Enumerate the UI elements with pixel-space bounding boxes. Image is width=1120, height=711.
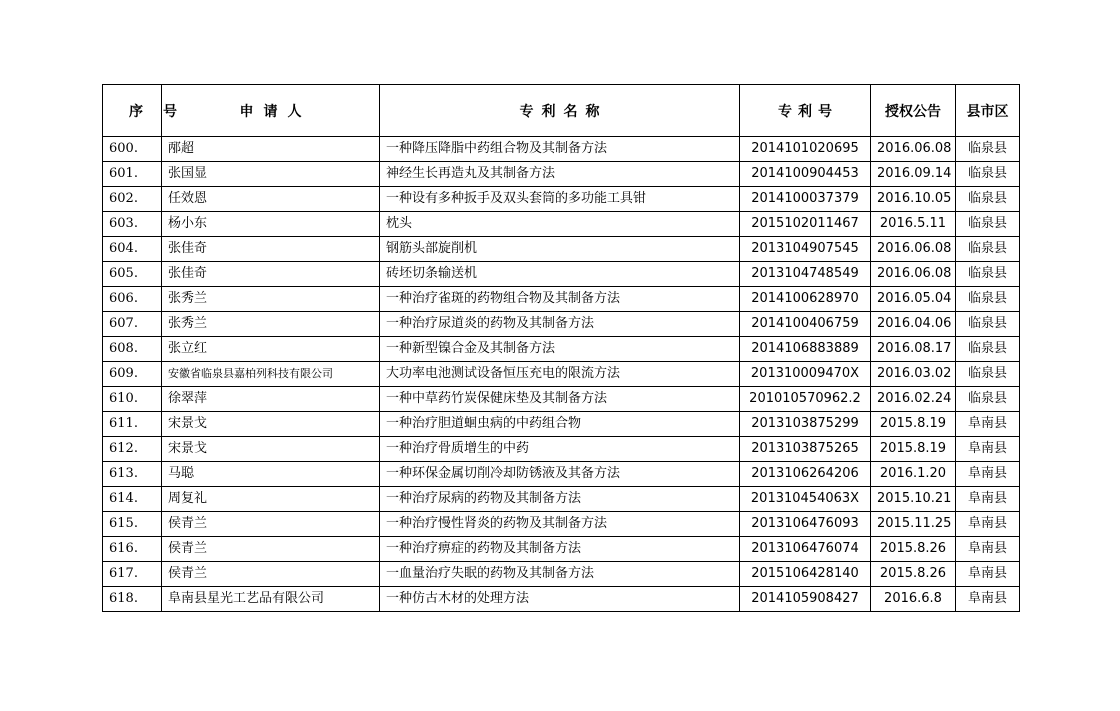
header-row xyxy=(103,85,1020,137)
cell-grant-date: 2016.06.08 xyxy=(871,262,956,287)
cell-seq: 600. xyxy=(103,137,162,162)
cell-county: 阜南县 xyxy=(956,562,1020,587)
cell-seq: 608. xyxy=(103,337,162,362)
cell-patent-no: 2014100037379 xyxy=(740,187,871,212)
table-row xyxy=(103,337,1020,362)
cell-title: 一种治疗胆道蛔虫病的中药组合物 xyxy=(380,412,740,437)
cell-applicant: 任效恩 xyxy=(162,187,380,212)
cell-county: 阜南县 xyxy=(956,412,1020,437)
cell-grant-date: 2015.8.26 xyxy=(871,562,956,587)
table-row xyxy=(103,462,1020,487)
cell-county: 临泉县 xyxy=(956,212,1020,237)
cell-grant-date: 2015.10.21 xyxy=(871,487,956,512)
cell-seq: 603. xyxy=(103,212,162,237)
cell-patent-no: 2013106476074 xyxy=(740,537,871,562)
cell-patent-no: 2014100904453 xyxy=(740,162,871,187)
cell-title: 一种仿古木材的处理方法 xyxy=(380,587,740,612)
cell-grant-date: 2016.03.02 xyxy=(871,362,956,387)
cell-title: 一种新型镍合金及其制备方法 xyxy=(380,337,740,362)
cell-patent-no: 2014100406759 xyxy=(740,312,871,337)
cell-seq: 616. xyxy=(103,537,162,562)
table-row xyxy=(103,162,1020,187)
header-applicant: 申请人 xyxy=(162,85,380,137)
table-header xyxy=(103,85,1020,137)
cell-applicant: 周复礼 xyxy=(162,487,380,512)
cell-patent-no: 2013106264206 xyxy=(740,462,871,487)
header-patent-no: 专利号 xyxy=(740,85,871,137)
cell-title: 一种设有多种扳手及双头套筒的多功能工具钳 xyxy=(380,187,740,212)
cell-county: 阜南县 xyxy=(956,462,1020,487)
cell-title: 神经生长再造丸及其制备方法 xyxy=(380,162,740,187)
cell-county: 阜南县 xyxy=(956,437,1020,462)
table-row xyxy=(103,487,1020,512)
cell-county: 临泉县 xyxy=(956,262,1020,287)
cell-county: 临泉县 xyxy=(956,287,1020,312)
cell-title: 一种降压降脂中药组合物及其制备方法 xyxy=(380,137,740,162)
cell-seq: 609. xyxy=(103,362,162,387)
cell-seq: 610. xyxy=(103,387,162,412)
cell-seq: 602. xyxy=(103,187,162,212)
cell-title: 一种治疗痹症的药物及其制备方法 xyxy=(380,537,740,562)
cell-county: 临泉县 xyxy=(956,387,1020,412)
cell-grant-date: 2016.10.05 xyxy=(871,187,956,212)
cell-applicant: 张佳奇 xyxy=(162,237,380,262)
cell-title: 枕头 xyxy=(380,212,740,237)
table-row xyxy=(103,312,1020,337)
header-county: 县市区 xyxy=(956,85,1020,137)
table-row xyxy=(103,137,1020,162)
header-grant-date: 授权公告 xyxy=(871,85,956,137)
cell-patent-no: 2013106476093 xyxy=(740,512,871,537)
table-row xyxy=(103,412,1020,437)
cell-title: 一种治疗尿道炎的药物及其制备方法 xyxy=(380,312,740,337)
table-row xyxy=(103,537,1020,562)
cell-seq: 615. xyxy=(103,512,162,537)
cell-applicant: 马聪 xyxy=(162,462,380,487)
cell-applicant: 侯青兰 xyxy=(162,537,380,562)
cell-county: 临泉县 xyxy=(956,187,1020,212)
table-row xyxy=(103,187,1020,212)
cell-seq: 606. xyxy=(103,287,162,312)
cell-county: 临泉县 xyxy=(956,237,1020,262)
table-row xyxy=(103,512,1020,537)
table-row xyxy=(103,587,1020,612)
cell-applicant: 杨小东 xyxy=(162,212,380,237)
table-body xyxy=(103,137,1020,612)
cell-seq: 613. xyxy=(103,462,162,487)
cell-grant-date: 2016.1.20 xyxy=(871,462,956,487)
cell-grant-date: 2016.04.06 xyxy=(871,312,956,337)
cell-applicant: 阜南县星光工艺品有限公司 xyxy=(162,587,380,612)
cell-grant-date: 2016.02.24 xyxy=(871,387,956,412)
cell-county: 阜南县 xyxy=(956,537,1020,562)
cell-applicant: 张秀兰 xyxy=(162,312,380,337)
cell-grant-date: 2015.11.25 xyxy=(871,512,956,537)
cell-title: 大功率电池测试设备恒压充电的限流方法 xyxy=(380,362,740,387)
cell-patent-no: 2013104907545 xyxy=(740,237,871,262)
cell-title: 一种治疗慢性肾炎的药物及其制备方法 xyxy=(380,512,740,537)
cell-applicant: 宋景戈 xyxy=(162,412,380,437)
cell-title: 砖坯切条输送机 xyxy=(380,262,740,287)
cell-county: 临泉县 xyxy=(956,362,1020,387)
cell-patent-no: 201310454063X xyxy=(740,487,871,512)
header-seq: 序号 xyxy=(103,85,162,137)
cell-applicant: 徐翠萍 xyxy=(162,387,380,412)
cell-county: 临泉县 xyxy=(956,137,1020,162)
cell-applicant: 侯青兰 xyxy=(162,562,380,587)
cell-patent-no: 2014105908427 xyxy=(740,587,871,612)
cell-grant-date: 2015.8.26 xyxy=(871,537,956,562)
table-row xyxy=(103,387,1020,412)
cell-seq: 618. xyxy=(103,587,162,612)
table-row xyxy=(103,437,1020,462)
cell-title: 一种治疗雀斑的药物组合物及其制备方法 xyxy=(380,287,740,312)
cell-title: 钢筋头部旋削机 xyxy=(380,237,740,262)
cell-county: 阜南县 xyxy=(956,587,1020,612)
cell-county: 临泉县 xyxy=(956,162,1020,187)
cell-grant-date: 2016.06.08 xyxy=(871,137,956,162)
table-row xyxy=(103,262,1020,287)
cell-applicant: 张立红 xyxy=(162,337,380,362)
cell-seq: 611. xyxy=(103,412,162,437)
table-row xyxy=(103,212,1020,237)
cell-title: 一种治疗骨质增生的中药 xyxy=(380,437,740,462)
cell-seq: 617. xyxy=(103,562,162,587)
cell-seq: 605. xyxy=(103,262,162,287)
cell-patent-no: 2014100628970 xyxy=(740,287,871,312)
table-row xyxy=(103,237,1020,262)
cell-patent-no: 2014106883889 xyxy=(740,337,871,362)
cell-grant-date: 2016.05.04 xyxy=(871,287,956,312)
table-row xyxy=(103,287,1020,312)
cell-seq: 607. xyxy=(103,312,162,337)
cell-grant-date: 2016.5.11 xyxy=(871,212,956,237)
header-title: 专利名称 xyxy=(380,85,740,137)
cell-title: 一血量治疗失眠的药物及其制备方法 xyxy=(380,562,740,587)
cell-grant-date: 2015.8.19 xyxy=(871,437,956,462)
patent-table xyxy=(102,84,1020,612)
cell-seq: 601. xyxy=(103,162,162,187)
cell-applicant: 邴超 xyxy=(162,137,380,162)
cell-patent-no: 201010570962.2 xyxy=(740,387,871,412)
cell-patent-no: 2015106428140 xyxy=(740,562,871,587)
cell-seq: 612. xyxy=(103,437,162,462)
cell-title: 一种中草药竹炭保健床垫及其制备方法 xyxy=(380,387,740,412)
cell-applicant: 张秀兰 xyxy=(162,287,380,312)
cell-title: 一种环保金属切削冷却防锈液及其备方法 xyxy=(380,462,740,487)
cell-applicant: 安徽省临泉县嘉柏列科技有限公司 xyxy=(162,362,380,387)
cell-county: 临泉县 xyxy=(956,337,1020,362)
cell-grant-date: 2016.06.08 xyxy=(871,237,956,262)
cell-county: 阜南县 xyxy=(956,512,1020,537)
cell-grant-date: 2016.6.8 xyxy=(871,587,956,612)
cell-county: 临泉县 xyxy=(956,312,1020,337)
cell-patent-no: 201310009470X xyxy=(740,362,871,387)
cell-county: 阜南县 xyxy=(956,487,1020,512)
cell-title: 一种治疗尿病的药物及其制备方法 xyxy=(380,487,740,512)
table-row xyxy=(103,562,1020,587)
cell-patent-no: 2015102011467 xyxy=(740,212,871,237)
table-row xyxy=(103,362,1020,387)
cell-applicant: 张国显 xyxy=(162,162,380,187)
cell-applicant: 宋景戈 xyxy=(162,437,380,462)
cell-grant-date: 2016.08.17 xyxy=(871,337,956,362)
cell-patent-no: 2013103875299 xyxy=(740,412,871,437)
cell-seq: 604. xyxy=(103,237,162,262)
cell-grant-date: 2015.8.19 xyxy=(871,412,956,437)
cell-applicant: 侯青兰 xyxy=(162,512,380,537)
cell-grant-date: 2016.09.14 xyxy=(871,162,956,187)
cell-patent-no: 2013104748549 xyxy=(740,262,871,287)
cell-seq: 614. xyxy=(103,487,162,512)
cell-patent-no: 2013103875265 xyxy=(740,437,871,462)
cell-patent-no: 2014101020695 xyxy=(740,137,871,162)
cell-applicant: 张佳奇 xyxy=(162,262,380,287)
